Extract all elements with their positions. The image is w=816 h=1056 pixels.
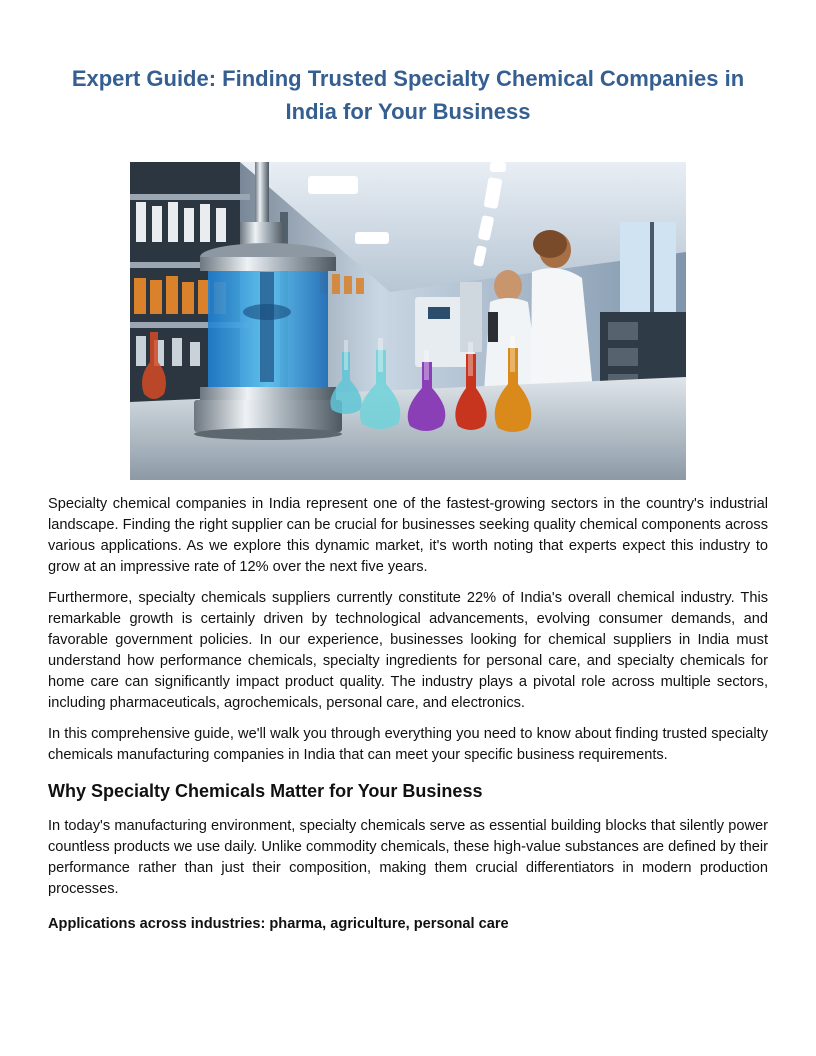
subheading: Applications across industries: pharma, agriculture, personal care xyxy=(48,916,509,932)
page-title: Expert Guide: Finding Trusted Specialty Chemical Companies in India for Your Business xyxy=(71,66,745,124)
industry-paragraph: Furthermore, specialty chemicals suppliers currently constitute 22% of India's overall chemical industry. This remarkable growth is certainly driven by technological advancements, evolving consumer demands, and favorable government policies. In our experience, businesses looking for chemical suppliers in India must understand how performance chemicals, specialty ingredients for personal care, and specialty chemicals for home care can significantly impact product quality. The industry plays a pivotal role across multiple sectors, including pharmaceuticals, agrochemicals, personal care, and electronics. xyxy=(48,590,768,711)
intro-paragraph: Specialty chemical companies in India represent one of the fastest-growing sectors in the country's industrial landscape. Finding the right supplier can be crucial for businesses seeking quality chemical components across various applications. As we explore this dynamic market, it's worth noting that experts expect this industry to grow at an impressive rate of 12% over the next five years. xyxy=(48,496,768,575)
section-paragraph: In today's manufacturing environment, specialty chemicals serve as essential building blocks that silently power countless products we use daily. Unlike commodity chemicals, these high-value substances are defined by their performance rather than just their composition, making them crucial differentiators in modern production processes. xyxy=(48,818,768,897)
guide-paragraph: In this comprehensive guide, we'll walk you through everything you need to know about finding trusted specialty chemicals manufacturing companies in India that can meet your specific business requirements. xyxy=(48,726,768,763)
section-heading: Why Specialty Chemicals Matter for Your Business xyxy=(48,781,483,801)
hero-image xyxy=(130,162,686,480)
article-body xyxy=(48,494,768,934)
